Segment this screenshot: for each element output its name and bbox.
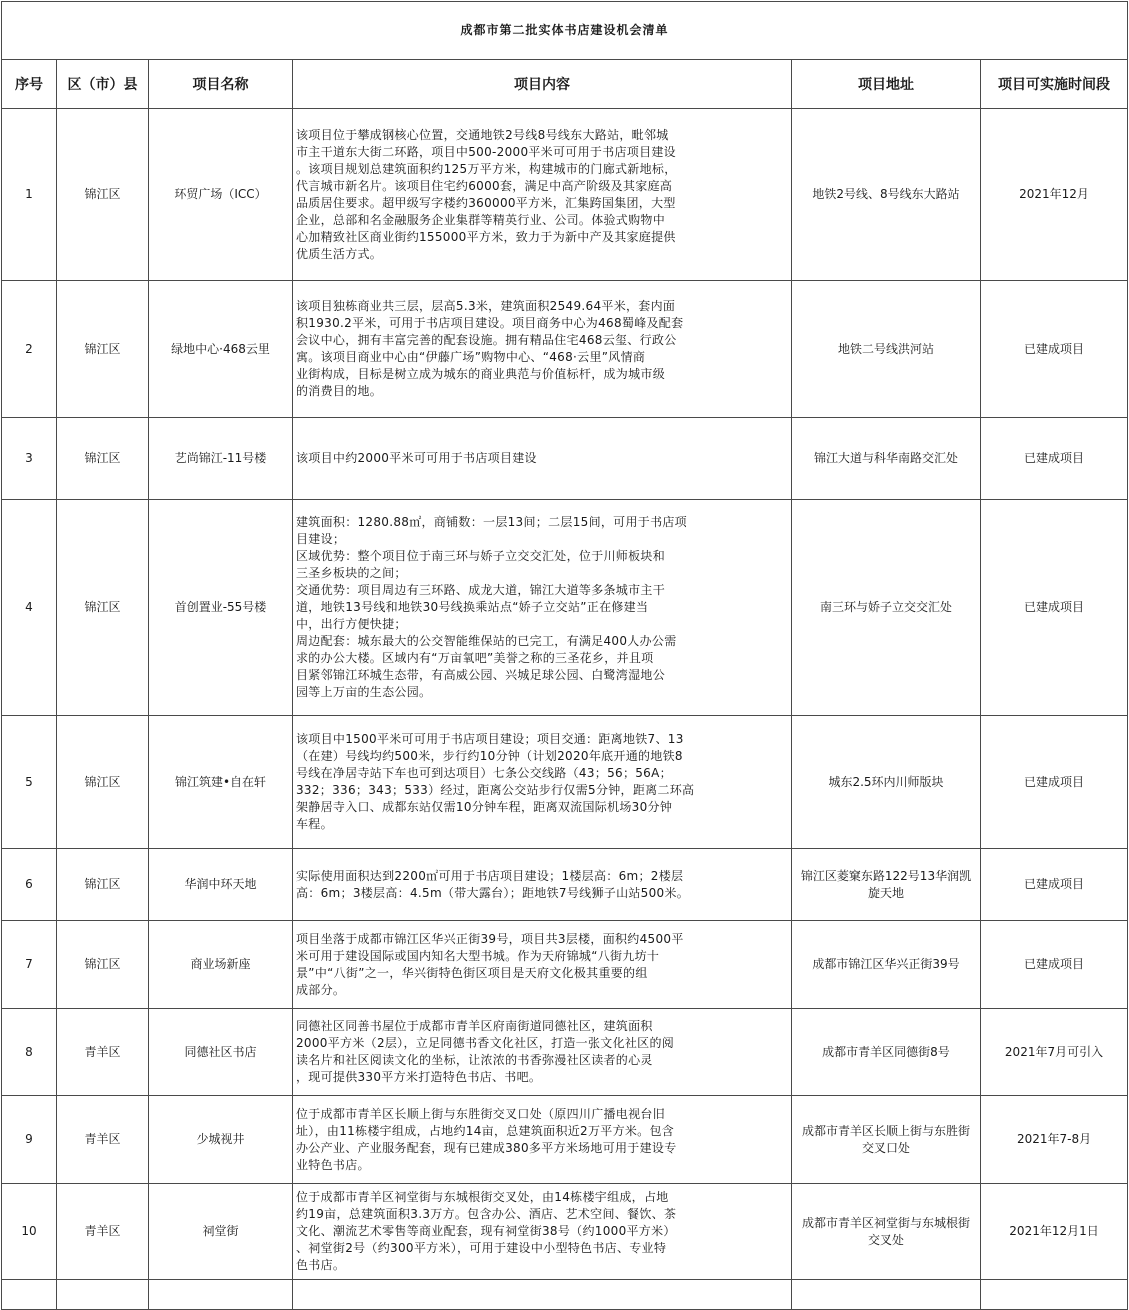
table-row bbox=[2, 109, 1128, 281]
cell-no: 3 bbox=[2, 418, 57, 500]
table-row bbox=[2, 1096, 1128, 1184]
cell-project-content bbox=[293, 1096, 792, 1184]
content-line: 目紧邻锦江环城生态带，有高威公园、兴城足球公园、白鹭湾湿地公 bbox=[296, 668, 666, 682]
cell-district: 锦江区 bbox=[57, 500, 149, 716]
header-no: 序号 bbox=[2, 60, 57, 109]
table-row bbox=[2, 281, 1128, 418]
content-line: 址），由11栋楼宇组成，占地约14亩，总建筑面积近2万平方米。包含 bbox=[296, 1123, 675, 1138]
cell-project-name: 艺尚锦江-11号楼 bbox=[149, 418, 293, 500]
content-line: 道，地铁13号线和地铁30号线换乘站点“娇子立交站”正在修建当 bbox=[296, 600, 649, 614]
content-line: 寓。该项目商业中心由“伊藤广场”购物中心、“468·云里”风情商 bbox=[296, 350, 646, 364]
content-line: 位于成都市青羊区长顺上街与东胜街交叉口处（原四川广播电视台旧 bbox=[296, 1106, 666, 1121]
cell-period: 2021年7月可引入 bbox=[981, 1009, 1128, 1096]
cell-project-address: 地铁2号线、8号线东大路站 bbox=[792, 109, 981, 281]
cell-no: 6 bbox=[2, 849, 57, 921]
content-line: 。该项目规划总建筑面积约125万平方米，构建城市的门廊式新地标， bbox=[296, 161, 677, 176]
content-line: 代言城市新名片。该项目住宅约6000套，满足中高产阶级及其家庭高 bbox=[296, 178, 673, 193]
cell-project-address: 城东2.5环内川师版块 bbox=[792, 716, 981, 849]
content-line: 景”中“八街”之一，华兴街特色街区项目是天府文化极其重要的组 bbox=[296, 965, 648, 980]
content-line: 市主干道东大街二环路，项目中500-2000平米可可用于书店项目建设 bbox=[296, 144, 676, 159]
cell-project-address: 南三环与娇子立交交汇处 bbox=[792, 500, 981, 716]
cell-no: 4 bbox=[2, 500, 57, 716]
cell-period: 已建成项目 bbox=[981, 716, 1128, 849]
content-line: 号线在净居寺站下车也可到达项目）七条公交线路（43；56；56A； bbox=[296, 766, 672, 780]
content-line: 该项目中约2000平米可可用于书店项目建设 bbox=[296, 451, 537, 465]
cell-project-name: 祠堂街 bbox=[149, 1184, 293, 1280]
content-line: 成部分。 bbox=[296, 982, 346, 997]
cell-project-name: 商业场新座 bbox=[149, 921, 293, 1009]
content-line: 高：6m；3楼层高：4.5m（带大露台）；距地铁7号线狮子山站500米。 bbox=[296, 885, 690, 900]
cell-district: 青羊区 bbox=[57, 1096, 149, 1184]
content-line: 中，出行方便快捷； bbox=[296, 617, 407, 631]
content-line: 架静居寺入口、成都东站仅需10分钟车程，距离双流国际机场30分钟 bbox=[296, 800, 673, 814]
content-line: 积1930.2平米，可用于书店项目建设。项目商务中心为468蜀峰及配套 bbox=[296, 316, 684, 330]
content-line: 约19亩，总建筑面积3.3万方。包含办公、酒店、艺术空间、餐饮、茶 bbox=[296, 1207, 677, 1221]
cell-project-content bbox=[293, 500, 792, 716]
cell-no: 1 bbox=[2, 109, 57, 281]
content-line: 的消费目的地。 bbox=[296, 384, 383, 398]
table-row-partial bbox=[2, 1280, 1128, 1310]
cell-project-address: 成都市青羊区长顺上街与东胜街交叉口处 bbox=[792, 1096, 981, 1184]
cell-period: 2021年7-8月 bbox=[981, 1096, 1128, 1184]
header-project-content: 项目内容 bbox=[293, 60, 792, 109]
cell-project-content bbox=[293, 418, 792, 500]
content-line: 位于成都市青羊区祠堂街与东城根街交叉处，由14栋楼宇组成，占地 bbox=[296, 1190, 669, 1204]
cell-project-content bbox=[293, 849, 792, 921]
cell-period: 已建成项目 bbox=[981, 500, 1128, 716]
cell-project-content bbox=[293, 109, 792, 281]
content-line: 三圣乡板块的之间； bbox=[296, 566, 407, 580]
cell-district: 锦江区 bbox=[57, 281, 149, 418]
cell-no: 8 bbox=[2, 1009, 57, 1096]
cell-project-content bbox=[293, 921, 792, 1009]
sheet-title: 成都市第二批实体书店建设机会清单 bbox=[2, 2, 1128, 60]
content-line: 区域优势：整个项目位于南三环与娇子立交交汇处，位于川师板块和 bbox=[296, 549, 666, 563]
cell-project-address: 成都市青羊区同德街8号 bbox=[792, 1009, 981, 1096]
cell-project-name: 同德社区书店 bbox=[149, 1009, 293, 1096]
cell-district: 锦江区 bbox=[57, 109, 149, 281]
content-line: 车程。 bbox=[296, 817, 333, 831]
cell-district: 青羊区 bbox=[57, 1009, 149, 1096]
content-line: 建筑面积：1280.88㎡，商铺数：一层13间；二层15间，可用于书店项 bbox=[296, 515, 687, 529]
content-line: 该项目位于攀成钢核心位置，交通地铁2号线8号线东大路站，毗邻城 bbox=[296, 127, 669, 142]
cell-no: 5 bbox=[2, 716, 57, 849]
content-line: 园等上万亩的生态公园。 bbox=[296, 685, 432, 699]
cell-project-name: 环贸广场（ICC） bbox=[149, 109, 293, 281]
table-row bbox=[2, 500, 1128, 716]
content-line: 2000平方米（2层），立足同德书香文化社区，打造一张文化社区的阅 bbox=[296, 1036, 675, 1050]
content-line: 业特色书店。 bbox=[296, 1157, 370, 1172]
cell-district: 锦江区 bbox=[57, 418, 149, 500]
cell-no: 9 bbox=[2, 1096, 57, 1184]
content-line: 会议中心，拥有丰富完善的配套设施。拥有精品住宅468云玺、行政公 bbox=[296, 333, 677, 347]
content-line: 业街构成，目标是树立成为城东的商业典范与价值标杆，成为城市级 bbox=[296, 367, 666, 381]
content-line: 米可用于建设国际或国内知名大型书城。作为天府锦城“八街九坊十 bbox=[296, 948, 660, 963]
cell-project-name: 锦江筑建•自在轩 bbox=[149, 716, 293, 849]
content-line: 周边配套：城东最大的公交智能维保站的已完工，有满足400人办公需 bbox=[296, 634, 677, 648]
content-line: 332；336；343；533）经过，距离公交站步行仅需5分钟，距离二环高 bbox=[296, 783, 695, 797]
cell-project-name: 绿地中心·468云里 bbox=[149, 281, 293, 418]
cell-period: 已建成项目 bbox=[981, 418, 1128, 500]
table-row bbox=[2, 1009, 1128, 1096]
cell-district: 青羊区 bbox=[57, 1184, 149, 1280]
table-row bbox=[2, 921, 1128, 1009]
content-line: 实际使用面积达到2200㎡可用于书店项目建设；1楼层高：6m；2楼层 bbox=[296, 868, 684, 883]
cell-project-address: 成都市锦江区华兴正街39号 bbox=[792, 921, 981, 1009]
header-project-address: 项目地址 bbox=[792, 60, 981, 109]
cell-project-name: 少城视井 bbox=[149, 1096, 293, 1184]
cell-project-address: 锦江大道与科华南路交汇处 bbox=[792, 418, 981, 500]
content-line: 读名片和社区阅读文化的坐标，让浓浓的书香弥漫社区读者的心灵 bbox=[296, 1053, 653, 1067]
cell-period: 2021年12月1日 bbox=[981, 1184, 1128, 1280]
content-line: 心加精致社区商业街约155000平方米，致力于为新中产及其家庭提供 bbox=[296, 229, 676, 244]
cell-project-content bbox=[293, 716, 792, 849]
content-line: 办公产业、产业服务配套，现有已建成380多平方米场地可用于建设专 bbox=[296, 1140, 677, 1155]
cell-no: 7 bbox=[2, 921, 57, 1009]
content-line: 求的办公大楼。区域内有“万亩氧吧”美誉之称的三圣花乡，并且项 bbox=[296, 651, 654, 665]
opportunity-list-table bbox=[1, 1, 1128, 1310]
content-line: 该项目独栋商业共三层，层高5.3米，建筑面积2549.64平米，套内面 bbox=[296, 299, 676, 313]
cell-period: 已建成项目 bbox=[981, 281, 1128, 418]
cell-district: 锦江区 bbox=[57, 849, 149, 921]
content-line: （在建）号线均约500米，步行约10分钟（计划2020年底开通的地铁8 bbox=[296, 749, 683, 763]
cell-period: 2021年12月 bbox=[981, 109, 1128, 281]
content-line: 项目坐落于成都市锦江区华兴正街39号，项目共3层楼，面积约4500平 bbox=[296, 931, 684, 946]
cell-project-content bbox=[293, 1009, 792, 1096]
cell-project-content bbox=[293, 281, 792, 418]
content-line: 、祠堂街2号（约300平方米），可用于建设中小型特色书店、专业特 bbox=[296, 1241, 667, 1255]
cell-project-content bbox=[293, 1184, 792, 1280]
content-line: 色书店。 bbox=[296, 1258, 346, 1272]
cell-project-address: 锦江区菱窠东路122号13华润凯旋天地 bbox=[792, 849, 981, 921]
content-line: 品质居住要求。超甲级写字楼约360000平方米，汇集跨国集团，大型 bbox=[296, 195, 676, 210]
header-row bbox=[2, 60, 1128, 109]
cell-district: 锦江区 bbox=[57, 921, 149, 1009]
cell-district: 锦江区 bbox=[57, 716, 149, 849]
cell-no: 10 bbox=[2, 1184, 57, 1280]
content-line: 交通优势：项目周边有三环路、成龙大道，锦江大道等多条城市主干 bbox=[296, 583, 666, 597]
cell-no: 2 bbox=[2, 281, 57, 418]
table-row bbox=[2, 716, 1128, 849]
header-period: 项目可实施时间段 bbox=[981, 60, 1128, 109]
cell-project-name: 首创置业-55号楼 bbox=[149, 500, 293, 716]
table-row bbox=[2, 1184, 1128, 1280]
content-line: 同德社区同善书屋位于成都市青羊区府南街道同德社区，建筑面积 bbox=[296, 1019, 653, 1033]
content-line: ，现可提供330平方米打造特色书店、书吧。 bbox=[296, 1070, 542, 1084]
content-line: 目建设； bbox=[296, 532, 346, 546]
content-line: 企业，总部和名金融服务企业集群等精英行业、公司。体验式购物中 bbox=[296, 212, 666, 227]
table-row bbox=[2, 418, 1128, 500]
cell-project-address: 地铁二号线洪河站 bbox=[792, 281, 981, 418]
content-line: 该项目中1500平米可可用于书店项目建设；项目交通：距离地铁7、13 bbox=[296, 732, 684, 746]
content-line: 优质生活方式。 bbox=[296, 246, 383, 261]
header-project-name: 项目名称 bbox=[149, 60, 293, 109]
content-line: 文化、潮流艺术零售等商业配套，现有祠堂街38号（约1000平方米） bbox=[296, 1224, 676, 1238]
cell-project-name: 华润中环天地 bbox=[149, 849, 293, 921]
cell-period: 已建成项目 bbox=[981, 849, 1128, 921]
cell-period: 已建成项目 bbox=[981, 921, 1128, 1009]
header-district: 区（市）县 bbox=[57, 60, 149, 109]
cell-project-address: 成都市青羊区祠堂街与东城根街交叉处 bbox=[792, 1184, 981, 1280]
table-row bbox=[2, 849, 1128, 921]
